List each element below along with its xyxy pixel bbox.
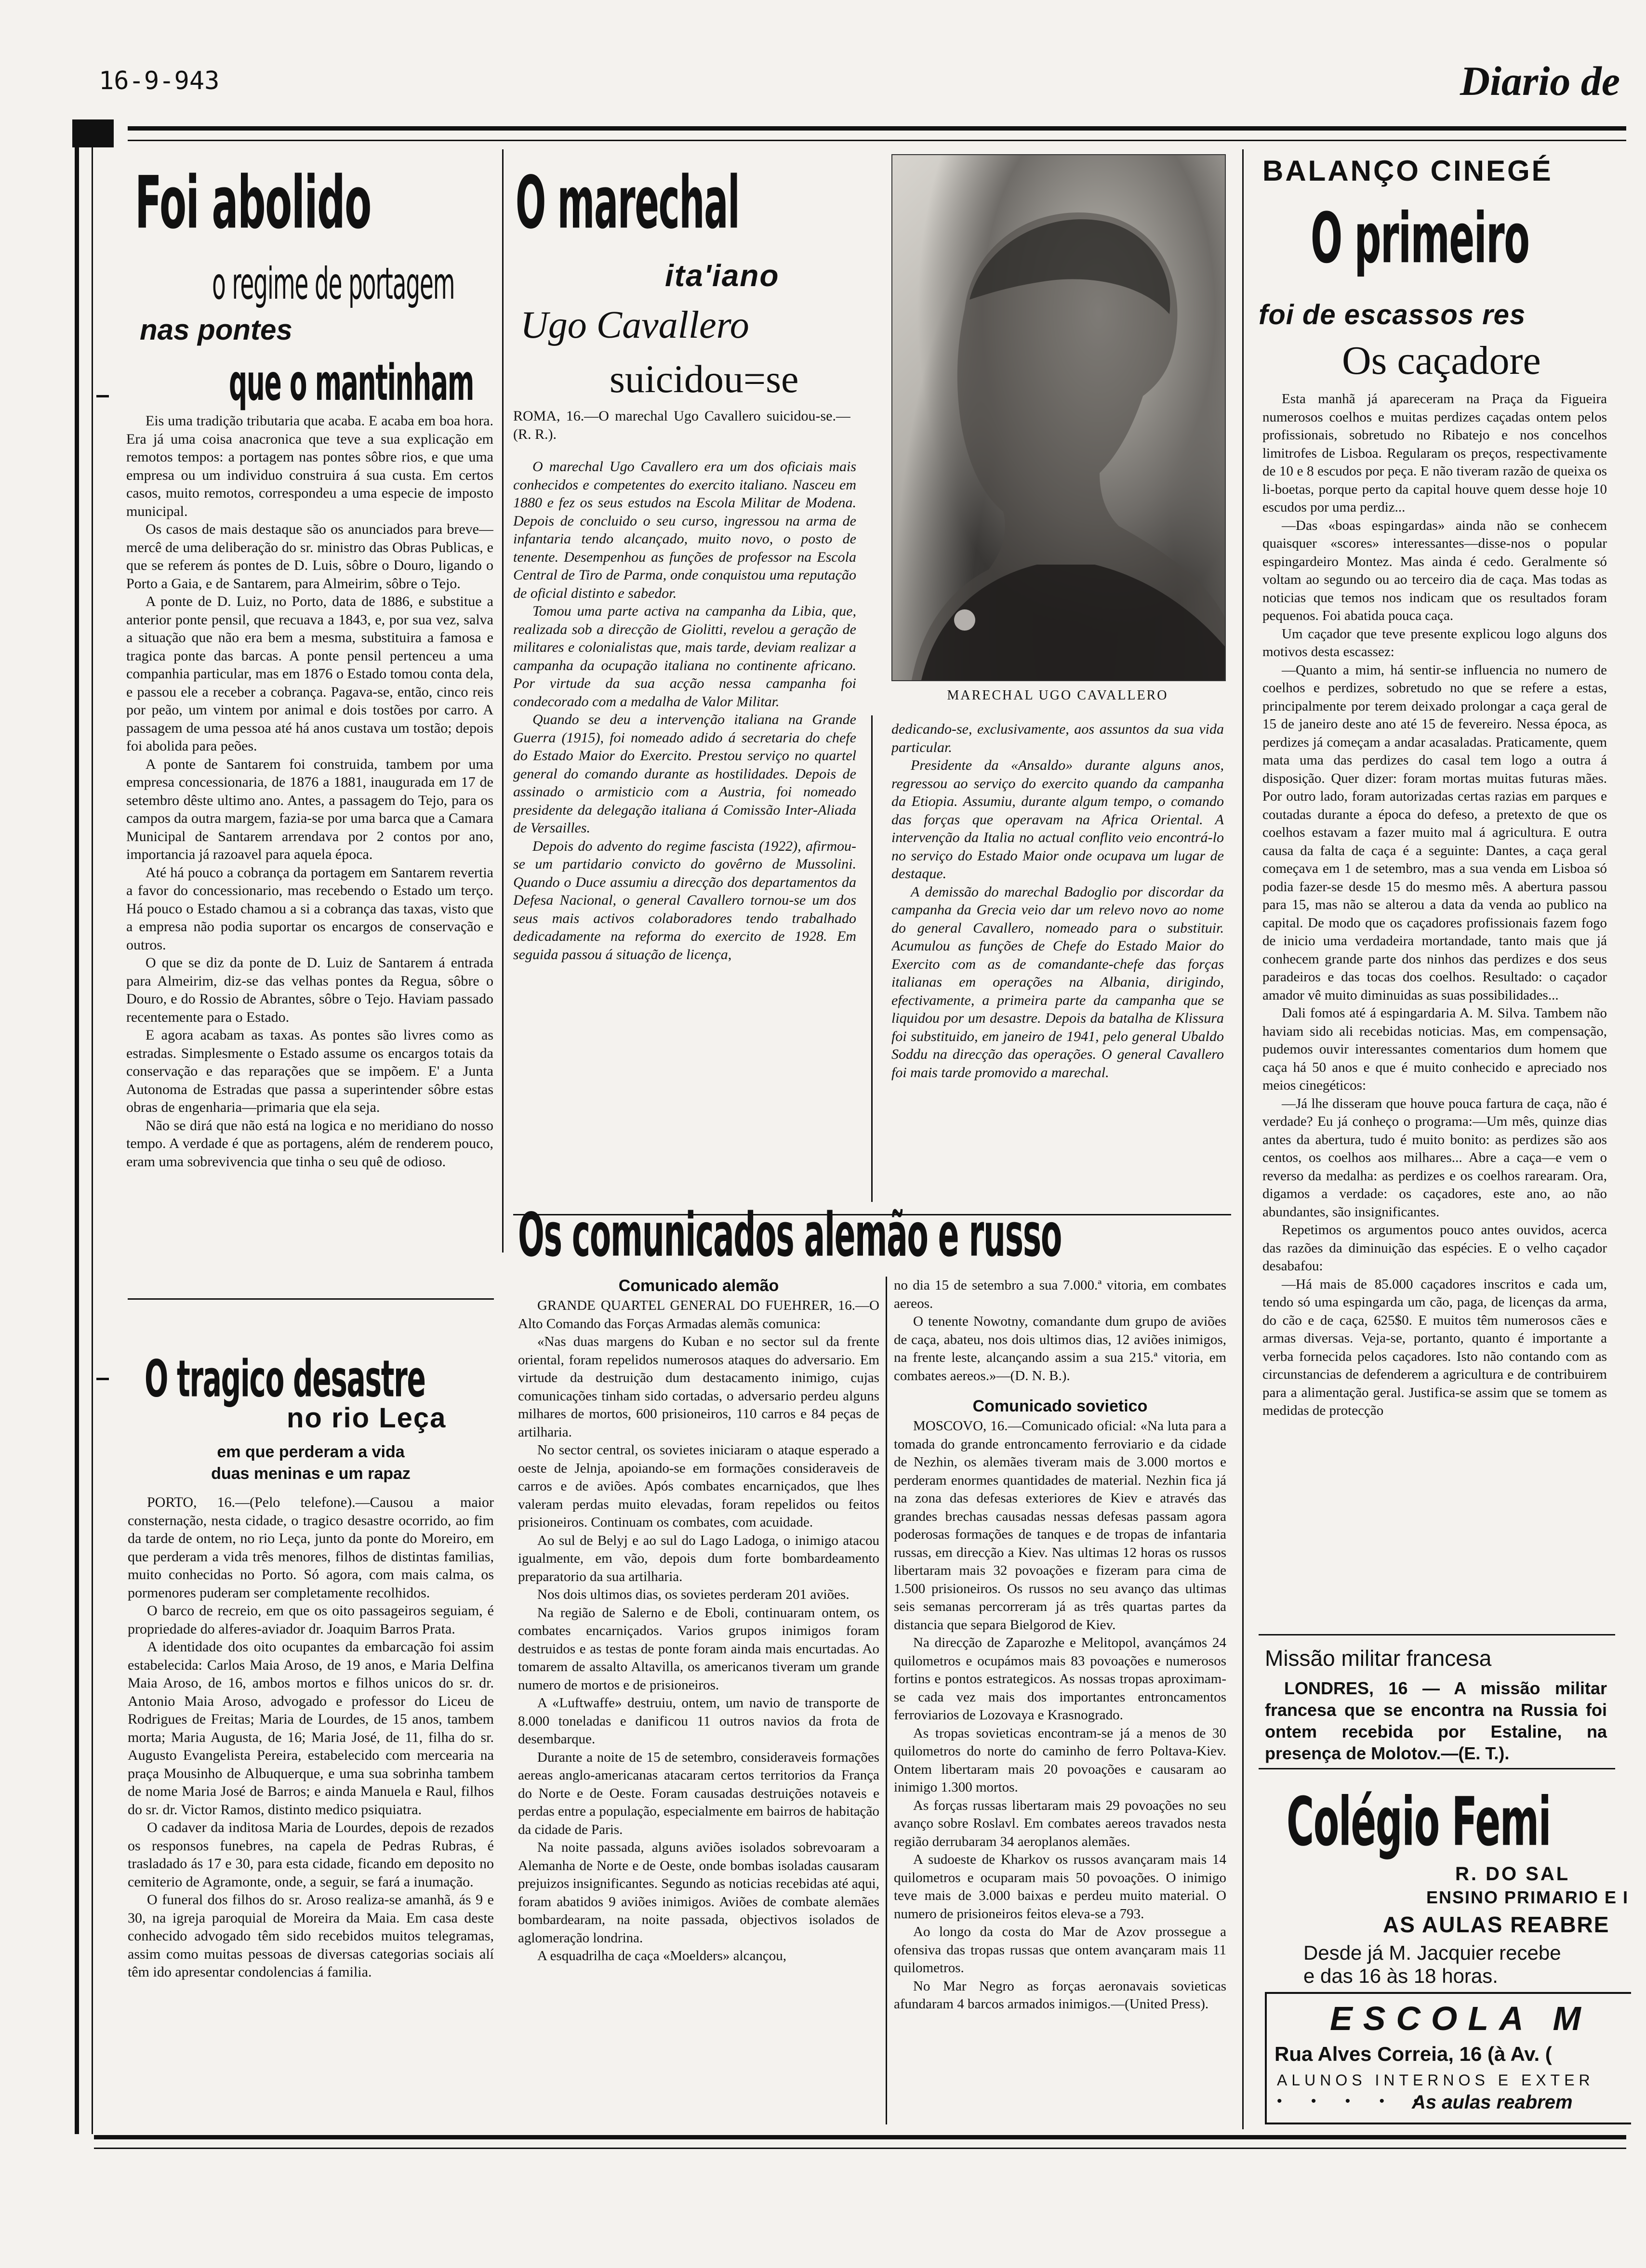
- paragraph: No Mar Negro as forças aeronavais sovieticas afundaram 4 barcos armados inimigos.—(United Press).: [894, 1978, 1226, 2012]
- colegio-title: Colégio Femi: [1287, 1782, 1551, 1861]
- portagem-end-rule: [128, 1298, 494, 1300]
- paragraph: Um caçador que teve presente explicou logo alguns dos motivos desta escassez:: [1262, 626, 1607, 659]
- column-rule-3: [1242, 149, 1244, 2129]
- paragraph: Repetimos os argumentos pouco antes ouvidos, acerca das razões da diminuição das espécies. E o velho caçador desabafou:: [1262, 1222, 1607, 1274]
- escola-title: ESCOLA M: [1330, 2000, 1592, 2037]
- margin-block: [72, 119, 114, 147]
- paragraph: Tomou uma parte activa na campanha da Libia, que, realizada sob a direcção de Giolitti, revelou a geração de militares e colonialistas que, mais tarde, deviam realizar a campanha da ocupação italiana no continente africano. Por virtude da sua acção nessa campanha foi condecorado com a medalha de Valor Militar.: [513, 603, 856, 710]
- portagem-body: [126, 412, 493, 1334]
- masthead-title: Diario de: [1460, 58, 1620, 104]
- bottom-rule-thin: [94, 2148, 1626, 2149]
- missao-end-rule: [1259, 1768, 1615, 1769]
- paragraph: Nos dois ultimos dias, os sovietes perderam 201 aviões.: [537, 1587, 850, 1602]
- colegio-line5: e das 16 às 18 horas.: [1303, 1965, 1498, 1987]
- portrait-silhouette: [892, 155, 1225, 680]
- margin-tick-2: [96, 1378, 109, 1380]
- german-communique-body: [518, 1297, 879, 2128]
- paragraph: —Já lhe disseram que houve pouca fartura de caça, não é verdade? Eu já conheço o programa:—Um mês, quinze dias antes da abertura, tudo é muito bonito: as perdizes são aos centos, os coelhos aos milhares... Abre a caça—e vem o reverso da medalha: as perdizes e os coelhos rarearam. Ora, digamos a verdade: os caçadores, este ano, ao não abundantes, são insignificantes.: [1262, 1095, 1607, 1220]
- paragraph: Eis uma tradição tributaria que acaba. E acaba em boa hora. Era já uma coisa anacronica que teve a sua explicação em remotos tempos: a portagem nas pontes sôbre rios, e que uma empresa ou um individuo construira á sua custa. Em certos casos, muito remotos, correspondeu a uma especie de imposto municipal.: [126, 413, 493, 519]
- column-rule-1: [502, 149, 504, 1253]
- portagem-headline: Foi abolido: [135, 161, 371, 245]
- cinegetico-kicker: BALANÇO CINEGÉ: [1262, 155, 1553, 187]
- margin-rule-left: [75, 145, 79, 2134]
- paragraph: A sudoeste de Kharkov os russos avançaram mais 14 quilometros e ocuparam mais 50 povoações. O inimigo teve mais de 3.000 baixas e perdeu muito material. O numero de prisioneiros feitos eleva-se a 793.: [894, 1852, 1226, 1922]
- paragraph: A demissão do marechal Badoglio por discordar da campanha da Grecia veio dar um relevo novo ao nome do general Cavallero, nomeado para o substituir. Acumulou as funções de Chefe do Estado Maior do Exercito com as de comandante-chefe das forças italianas em operações na Albania, dirigindo, efectivamente, a primeira parte da campanha que se liquidou por um desastre. Depois da batalha de Klissura foi substituido, em janeiro de 1941, pelo general Ubaldo Soddu na direcção das operações. O general Cavallero foi mais tarde promovido a marechal.: [891, 883, 1224, 1081]
- missao-headline: Missão militar francesa: [1265, 1646, 1492, 1671]
- cavallero-photo: [891, 154, 1226, 681]
- soviet-communique-body: [894, 1417, 1226, 2128]
- paragraph: O tenente Nowotny, comandante dum grupo de aviões de caça, abateu, nos dois ultimos dias, 12 aviões inimigos, na frente leste, alcançando assim a sua 215.ª vitoria, em combates aereos.»—(D. N. B.).: [894, 1314, 1226, 1384]
- paragraph: Quando se deu a intervenção italiana na Grande Guerra (1915), foi nomeado adido á secretaria do chefe do Estado Maior do Exercito. Prestou serviço no quartel general do comando durante as hostilidades. Depois de assinado o armisticio com a Austria, foi nomeado presidente da delegação italiana á Comissão Inter-Aliada de Versailles.: [513, 712, 856, 836]
- top-rule-thin: [128, 140, 1626, 141]
- cavallero-body-col2: [891, 720, 1224, 1212]
- cinegetico-headline: O primeiro: [1311, 198, 1529, 279]
- paragraph: —Quanto a mim, há sentir-se influencia no numero de coelhos e perdizes, sobretudo no que se refere a estas, principalmente por terem deixado prolongar a caça geral de 15 de janeiro deste ano até 15 de fevereiro. Nessa época, as perdizes já começam a andar acasaladas. Praticamente, quem mata uma das perdizes do casal tem logo a outra á disposição. Quer dizer: foram mortas muitas futuras mães. Por outro lado, foram autorizadas certas razias em parques e coutadas durante a época do defeso, a pretexto de que os coelhos estavam a fazer muito mal á agricultura. E outra causa da falta de caça é a seguinte: Dantes, a caça geral começava em 1 de setembro, mas a sua venda em Lisboa só podia fazer-se desde 15 do mesmo mês. A abertura passou para 15, mas não se alterou a data da venda ao publico na capital. De modo que os caçadores profissionais fazem fogo de inicio uma verdadeira mortandade, tanto mais que já conhecem grande parte dos ninhos das perdizes e dos seus paradeiros e das tocas dos coelhos. Resultado: o caçador amador vê muito diminuidas as suas possibilidades...: [1262, 662, 1607, 1003]
- colegio-line3: AS AULAS REABRE: [1383, 1912, 1610, 1937]
- paragraph: A ponte de Santarem foi construida, tambem por uma empresa concessionaria, de 1876 a 1881, inaugurada em 17 de setembro dêste ultimo ano. Antes, a passagem do Tejo, para os campos da outra margem, fazia-se por uma barca que a Camara Municipal de Santarem arrendava por 2 contos por ano, importancia já razoavel para aquela época.: [126, 756, 493, 862]
- german-communique-cont: [894, 1277, 1226, 1392]
- paragraph: O funeral dos filhos do sr. Aroso realiza-se amanhã, ás 9 e 30, na igreja paroquial de Moreira da Maia. Em casa deste conhecido advogado têm sido recebidos muitos telegramas, assim como muitas pessoas de diversas categorias sociais alí têm ido apresentar condolencias á familia.: [128, 1892, 494, 1980]
- cavallero-sub1: ita'iano: [665, 258, 780, 293]
- cavallero-lead: ROMA, 16.—O marechal Ugo Cavallero suicidou-se.—(R. R.).: [513, 408, 850, 442]
- soviet-communique-title: Comunicado sovietico: [972, 1397, 1148, 1415]
- lecas-sub3: duas meninas e um rapaz: [211, 1464, 411, 1483]
- bottom-rule-thick: [94, 2135, 1626, 2139]
- paragraph: GRANDE QUARTEL GENERAL DO FUEHRER, 16.—O Alto Comando das Forças Armadas alemãs comunica:: [518, 1298, 879, 1332]
- missao-body: LONDRES, 16 — A missão militar francesa que se encontra na Russia foi ontem recebida por Estaline, na presença de Molotov.—(E. T.).: [1265, 1678, 1607, 1763]
- cinegetico-body: [1262, 390, 1607, 1544]
- photo-caption: MARECHAL UGO CAVALLERO: [947, 688, 1168, 703]
- paragraph: Durante a noite de 15 de setembro, consideraveis formações aereas anglo-americanas atacaram certos territorios da França do Norte e de Oeste. Foram causadas destruições notaveis e perdas entre a população, especialmente em bairros de habitação da cidade de Paris.: [518, 1749, 879, 1837]
- paragraph: Os casos de mais destaque são os anunciados para breve—mercê de uma deliberação do sr. ministro das Obras Publicas, e que se referem ás pontes de D. Luis, sôbre o Douro, ligando o Porto a Gaia, e de Santarem, para Almeirim, sôbre o Tejo.: [126, 521, 493, 592]
- cavallero-headline: O marechal: [516, 161, 740, 245]
- paragraph: O barco de recreio, em que os oito passageiros seguiam, é propriedade do alferes-aviador dr. Joaquim Barros Prata.: [128, 1603, 494, 1637]
- colegio-line1: R. DO SAL: [1455, 1863, 1570, 1885]
- paragraph: Presidente da «Ansaldo» durante alguns anos, regressou ao serviço do exercito quando da campanha da Etiopia. Assumiu, durante algum tempo, o comando das forças que operavam na Africa Oriental. A intervenção da Italia no actual conflito veio encontrá-lo no serviço do Estado Maior onde ocupava um lugar de destaque.: [891, 757, 1224, 882]
- lecas-sub1: no rio Leça: [287, 1402, 447, 1434]
- colegio-line2: ENSINO PRIMARIO E I: [1426, 1887, 1629, 1907]
- german-communique-title: Comunicado alemão: [618, 1277, 779, 1295]
- margin-tick-1: [96, 395, 109, 397]
- cavallero-sub3: suicidou=se: [610, 357, 799, 401]
- paragraph: Na noite passada, alguns aviões isolados sobrevoaram a Alemanha de Norte e de Oeste, onde bombas isoladas causaram prejuizos insignificantes. Segundo as noticias recebidas até aqui, foram abatidos 9 aviões inimigos. Aviões de combate alemães bombardearam, na noite passada, objectivos isolados de aglomeração londrina.: [518, 1840, 879, 1946]
- cinegetico-sub2: Os caçadore: [1342, 338, 1541, 383]
- paragraph: A «Luftwaffe» destruiu, ontem, um navio de transporte de 8.000 toneladas e danificou 11 outros navios da frota de desembarque.: [518, 1695, 879, 1747]
- lecas-body: [128, 1493, 494, 2129]
- page-date: 16-9-943: [99, 66, 220, 95]
- paragraph: Ao longo da costa do Mar de Azov prossegue a ofensiva das tropas russas que ontem avançaram mais 11 quilometros.: [894, 1924, 1226, 1976]
- paragraph: As tropas sovieticas encontram-se já a menos de 30 quilometros do norte do caminho de ferro Poltava-Kiev. Ontem libertaram mais 20 povoações e causaram ao inimigo 1.300 mortos.: [894, 1725, 1226, 1795]
- paragraph: Dali fomos até á espingardaria A. M. Silva. Tambem não haviam sido ali recebidas noticias. Mas, em compensação, pudemos ouvir interessantes comentarios dum homem que caça há 50 anos e que é muito conhecido e apreciado nos meios cinegéticos:: [1262, 1005, 1607, 1093]
- paragraph: dedicando-se, exclusivamente, aos assuntos da sua vida particular.: [891, 721, 1224, 755]
- paragraph: As forças russas libertaram mais 29 povoações no seu avanço sobre Roslavl. Em combates aereos travados nesta região derrubaram 34 aeroplanos alemães.: [894, 1797, 1226, 1849]
- paragraph: Na direcção de Zaparozhe e Melitopol, avançámos 24 quilometros e ocupámos mais 83 povoações e numerosos fortins e pontos estrategicos. As nossas tropas aproximam-se cada vez mais dos importantes entroncamentos ferroviarios de Lozovaya e Krasnogrado.: [894, 1635, 1226, 1723]
- escola-dots: • • • • • •: [1277, 2093, 1465, 2109]
- comunicados-headline: Os comunicados alemão e russo: [518, 1200, 1062, 1270]
- paragraph: Depois do advento do regime fascista (1922), afirmou-se um partidario convicto do govêrno de Mussolini. Quando o Duce assumiu a direcção dos departamentos da Defesa Nacional, o general Cavallero tornou-se um dos seus mais activos colaboradores tendo trabalhado dedicadamente na reforma do exercito de 1928. Em seguida passou á situação de licença,: [513, 838, 856, 963]
- cinegetico-sub1: foi de escassos res: [1259, 299, 1526, 330]
- paragraph: —Há mais de 85.000 caçadores inscritos e cada um, tendo só uma espingarda um cão, paga, de licenças da arma, do cão e de caça, 625$0. E muitos têm numerosos cães e armas diversas. Veja-se, portanto, quanto é importante a verba fornecida pelos caçadores. Isto não contando com as circunstancias de defenderem a agricultura e de contribuirem para a alimentação geral. Justifica-se assim que se tomem as medidas de protecção: [1262, 1276, 1607, 1418]
- lecas-sub2: em que perderam a vida: [217, 1443, 405, 1461]
- lecas-headline: O tragico desastre: [145, 1349, 425, 1409]
- colegio-line4: Desde já M. Jacquier recebe: [1303, 1941, 1561, 1964]
- top-rule-thick: [128, 126, 1626, 131]
- escola-line3: As aulas reabrem: [1412, 2092, 1573, 2113]
- portagem-sub2: nas pontes: [140, 314, 292, 346]
- portagem-sub1: o regime de portagem: [212, 258, 455, 309]
- escola-line2: ALUNOS INTERNOS E EXTER: [1277, 2071, 1594, 2089]
- paragraph: Não se dirá que não está na logica e no meridiano do nosso tempo. A verdade é que as portagens, além de renderem pouco, eram uma sobrevivencia que tinha o seu quê de odioso.: [126, 1117, 493, 1170]
- paragraph: Ao sul de Belyj e ao sul do Lago Ladoga, o inimigo atacou igualmente, em vão, depois dum forte bombardeamento preparatorio da sua artilharia.: [518, 1532, 879, 1584]
- paragraph: O que se diz da ponte de D. Luiz de Santarem á entrada para Almeirim, diz-se das velhas pontes da Regua, sôbre o Douro, e do Rossio de Abrantes, sôbre o Tejo. Haviam passado recentemente para o Estado.: [126, 955, 493, 1025]
- paragraph: no dia 15 de setembro a sua 7.000.ª vitoria, em combates aereos.: [894, 1278, 1226, 1311]
- paragraph: Na região de Salerno e de Eboli, continuaram ontem, os combates encarniçados. Varios grupos inimigos foram destruidos e as testas de ponte foram ainda mais encurtadas. Ao tomarem de assalto Altavilla, os americanos tiveram um grande numero de mortos e de prisioneiros.: [518, 1605, 879, 1693]
- portagem-sub3: que o mantinham: [229, 354, 474, 412]
- paragraph: A identidade dos oito ocupantes da embarcação foi assim estabelecida: Carlos Maia Aroso, de 19 anos, e Maria Delfina Maia Aroso, de 16, ambos mortos e filhos unicos do sr. dr. Antonio Maia Aroso, advogado e professor do Liceu de Rodrigues de Freitas; Maria de Lourdes, de 15 anos, tambem morta; Maria Augusta, de 16; Maria José, de 11, filha do sr. Augusto Evangelista Pereira, estabelecido com mercearia na praça Mousinho de Albuquerque, e uma sua sobrinha tambem de nome Maria José de Barros; e ainda Manuela e Raul, filhos do sr. dr. Victor Ramos, distinto medico psiquiatra.: [128, 1639, 494, 1818]
- paragraph: Até há pouco a cobrança da portagem em Santarem revertia a favor do concessionario, mas recebendo o Estado um terço. Há pouco o Estado chamou a si a cobrança das taxas, visto que a empresa não podia suportar os encargos de conservação e outros.: [126, 864, 493, 953]
- cavallero-mid-rule: [871, 715, 873, 1202]
- cavallero-sub2: Ugo Cavallero: [520, 304, 749, 346]
- paragraph: O cadaver da inditosa Maria de Lourdes, depois de rezados os responsos funebres, na capela de Pedras Rubras, é trasladado ás 17 e 30, para esta cidade, ficando em deposito no cemiterio de Agramonte, onde, a seguir, se fará a inumação.: [128, 1820, 494, 1890]
- paragraph: —Das «boas espingardas» ainda não se conhecem quaisquer «scores» interessantes—disse-nos o popular espingardeiro Montez. Mas ainda é cedo. Geralmente só voltam ao segundo ou ao terceiro dia de caça. Mas todas as noticias que temos nos indicam que os resultados foram pequenos. Foi abatida pouca caça.: [1262, 517, 1607, 623]
- paragraph: PORTO, 16.—(Pelo telefone).—Causou a maior consternação, nesta cidade, o tragico desastre ocorrido, ao fim da tarde de ontem, no rio Leça, junto da ponte do Moreiro, em que perderam a vida três menores, filhos de distintas familias, muito conhecidas no Porto. Só agora, com mais calma, os pormenores puderam ser completamente recolhidos.: [128, 1494, 494, 1601]
- paragraph: MOSCOVO, 16.—Comunicado oficial: «Na luta para a tomada do grande entroncamento ferroviario e da cidade de Nezhin, os alemães tiveram mais de 3.000 mortos e perderam enormes quantidades de material. Nezhin fica já na zona das defesas exteriores de Kiev e através das grandes brechas causadas nessas defesas passam agora poderosas formações de tanques e de tropas de infantaria russas, em direcção a Kiev. Nas ultimas 12 horas os russos libertaram mais 32 povoações e fizeram para cima de 1.500 prisioneiros. Os russos no seu avanço das ultimas seis semanas percorreram já as três quartas partes da distancia que separa Bielgorod de Kiev.: [894, 1418, 1226, 1633]
- comunicados-mid-rule: [886, 1277, 887, 2124]
- escola-line1: Rua Alves Correia, 16 (à Av. (: [1274, 2043, 1552, 2065]
- paragraph: A ponte de D. Luiz, no Porto, data de 1886, e substitue a anterior ponte pensil, que recuava a 1843, e, por sua vez, salva a situação que não era bem a mesma, substituira a famosa e tragica ponte das barcas. A ponte pensil pertenceu a uma companhia particular, mas em 1876 o Estado tomou conta dela, e passou ele a receber a cobrança. Pagava-se, então, cinco reis por peão, um vintem por animal e dois tostões por carro. A passagem de uma pessoa até há anos custava um tostão; depois foi abolida para peões.: [126, 593, 493, 754]
- cinegetico-end-rule: [1259, 1634, 1615, 1635]
- paragraph: E agora acabam as taxas. As pontes são livres como as estradas. Simplesmente o Estado assume os encargos totais da conservação e das reparações que se impõem. E' a Junta Autonoma de Estradas que passa a superintender sôbre estas obras de engenharia—primaria que ela seja.: [126, 1027, 493, 1115]
- cavallero-body-col1: [513, 458, 856, 1209]
- paragraph: «Nas duas margens do Kuban e no sector sul da frente oriental, foram repelidos numerosos ataques do adversario. Em virtude da destruição dum destacamento inimigo, cujas comunicações tinham sido cortadas, o adversario perdeu alguns milhares de mortos, 600 prisioneiros, 110 carros e 84 peças de artilharia.: [518, 1334, 879, 1440]
- paragraph: A esquadrilha de caça «Moelders» alcançou,: [537, 1948, 786, 1964]
- paragraph: Esta manhã já apareceram na Praça da Figueira numerosos coelhos e muitas perdizes caçadas ontem pelos profissionais, sobretudo no Ribatejo e nos concelhos limitrofes de Lisboa. Regularam os preços, respectivamente de 10 e 8 escudos por peça. E não tiveram razão de queixa os li-boetas, porque perto da capital houve quem desse hoje 10 escudos por uma perdiz...: [1262, 391, 1607, 515]
- paragraph: O marechal Ugo Cavallero era um dos oficiais mais conhecidos e competentes do exercito italiano. Nasceu em 1880 e fez os seus estudos na Escola Militar de Modena. Depois de concluido o seu curso, ingressou na arma de infantaria tendo alcançado, muito novo, o posto de tenente. Desempenhou as funções de professor na Escola Central de Tiro de Parma, onde conquistou uma reputação de oficial distinto e sabedor.: [513, 459, 856, 601]
- paragraph: No sector central, os sovietes iniciaram o ataque esperado a oeste de Jelnja, apoiando-se em formações consideraveis de carros e de aviões. Após combates encarniçados, que lhes valeram perdas muito elevadas, foram repelidos ou feitos prisioneiros. Continuam os combates, com acuidade.: [518, 1442, 879, 1530]
- margin-rule-right: [92, 145, 93, 2134]
